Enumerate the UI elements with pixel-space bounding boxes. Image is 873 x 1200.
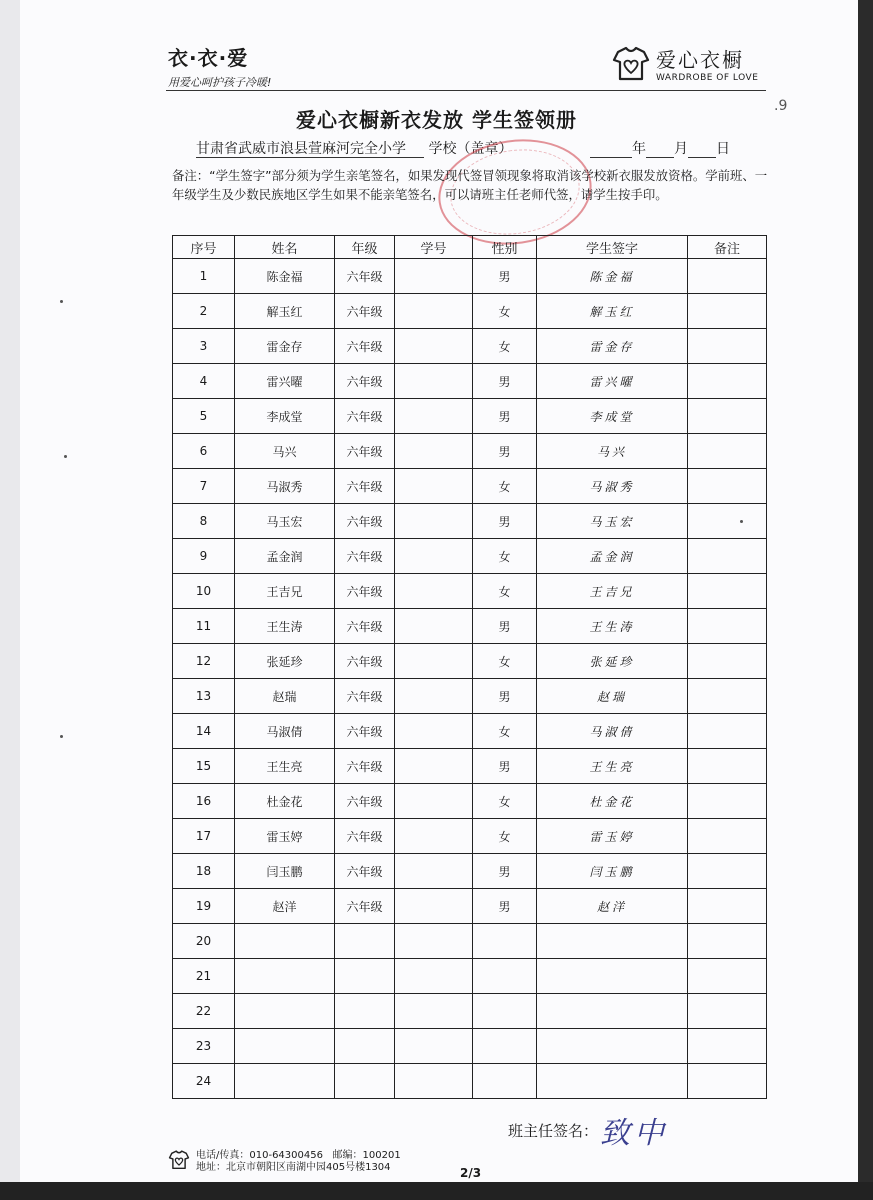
student-signature-cell (537, 1029, 688, 1064)
grade-cell: 六年级 (335, 294, 395, 329)
student-name-cell: 陈金福 (235, 259, 335, 294)
table-row (173, 434, 767, 469)
student-signature-cell: 雷金存 (537, 329, 688, 364)
student-signature-cell: 王吉兄 (537, 574, 688, 609)
gender-cell: 男 (473, 749, 537, 784)
page-title: 爱心衣橱新衣发放 学生签领册 (296, 108, 577, 132)
corner-mark: .9 (774, 98, 788, 114)
grade-cell (335, 994, 395, 1029)
header-grade: 年级 (335, 236, 395, 259)
row-number-cell: 6 (173, 434, 235, 469)
gender-cell: 男 (473, 259, 537, 294)
gender-cell: 男 (473, 399, 537, 434)
table-row (173, 924, 767, 959)
table-row (173, 644, 767, 679)
teacher-signature: 致中 (600, 1116, 668, 1151)
row-number-cell: 9 (173, 539, 235, 574)
student-name-cell: 解玉红 (235, 294, 335, 329)
brand-left (168, 42, 271, 90)
student-id-cell (395, 959, 473, 994)
footer (168, 1150, 401, 1174)
footer-phone: 电话/传真：010-64300456 (196, 1150, 323, 1161)
student-name-cell (235, 959, 335, 994)
student-name-cell (235, 994, 335, 1029)
grade-cell: 六年级 (335, 819, 395, 854)
table-row (173, 574, 767, 609)
grade-cell (335, 924, 395, 959)
student-id-cell (395, 994, 473, 1029)
gender-cell (473, 959, 537, 994)
row-number-cell: 17 (173, 819, 235, 854)
row-number-cell: 20 (173, 924, 235, 959)
gender-cell: 女 (473, 539, 537, 574)
row-number-cell: 7 (173, 469, 235, 504)
student-id-cell (395, 399, 473, 434)
remark-cell (688, 364, 767, 399)
student-name-cell: 马玉宏 (235, 504, 335, 539)
table-row (173, 959, 767, 994)
row-number-cell: 8 (173, 504, 235, 539)
table-row (173, 749, 767, 784)
student-id-cell (395, 329, 473, 364)
month-blank (646, 143, 674, 158)
student-id-cell (395, 644, 473, 679)
student-signature-cell: 马玉宏 (537, 504, 688, 539)
roster-table (172, 235, 767, 1099)
gender-cell: 男 (473, 889, 537, 924)
row-number-cell: 15 (173, 749, 235, 784)
student-id-cell (395, 924, 473, 959)
student-signature-cell (537, 1064, 688, 1099)
year-label: 年 (632, 141, 646, 157)
header-signature: 学生签字 (537, 236, 688, 259)
header-gender: 性别 (473, 236, 537, 259)
table-row (173, 784, 767, 819)
row-number-cell: 13 (173, 679, 235, 714)
remark-cell (688, 1064, 767, 1099)
remark-cell (688, 889, 767, 924)
table-row (173, 714, 767, 749)
student-signature-cell: 闫玉鹏 (537, 854, 688, 889)
row-number-cell: 1 (173, 259, 235, 294)
left-slogan: 用爱心呵护孩子冷暖! (168, 76, 272, 89)
page-number: 2/3 (460, 1166, 482, 1180)
gender-cell (473, 1064, 537, 1099)
student-signature-cell: 王生涛 (537, 609, 688, 644)
note-text: 备注：“学生签字”部分须为学生亲笔签名，如果发现代签冒领现象将取消该学校新衣服发放资格。学前班、一年级学生及少数民族地区学生如果不能亲笔签名，可以请班主任老师代签，请学生按手印。 (172, 168, 768, 202)
gender-cell: 男 (473, 679, 537, 714)
student-signature-cell: 马淑倩 (537, 714, 688, 749)
brand-right (612, 44, 758, 83)
day-label: 日 (716, 141, 730, 157)
student-id-cell (395, 609, 473, 644)
table-row (173, 259, 767, 294)
row-number-cell: 10 (173, 574, 235, 609)
scan-speck (740, 520, 743, 523)
student-id-cell (395, 889, 473, 924)
row-number-cell: 2 (173, 294, 235, 329)
right-brand-cn: 爱心衣橱 (656, 48, 744, 72)
gender-cell: 女 (473, 784, 537, 819)
table-row (173, 469, 767, 504)
student-name-cell: 马淑倩 (235, 714, 335, 749)
student-id-cell (395, 854, 473, 889)
student-id-cell (395, 1029, 473, 1064)
gender-cell: 女 (473, 329, 537, 364)
gender-cell: 女 (473, 294, 537, 329)
month-label: 月 (674, 141, 688, 157)
date-line (590, 138, 730, 158)
remark-cell (688, 854, 767, 889)
row-number-cell: 12 (173, 644, 235, 679)
student-id-cell (395, 364, 473, 399)
grade-cell: 六年级 (335, 539, 395, 574)
student-id-cell (395, 294, 473, 329)
remark-cell (688, 679, 767, 714)
header-remark: 备注 (688, 236, 767, 259)
student-id-cell (395, 784, 473, 819)
grade-cell: 六年级 (335, 714, 395, 749)
student-name-cell (235, 924, 335, 959)
gender-cell: 男 (473, 504, 537, 539)
scan-edge-bottom (0, 1182, 873, 1200)
remark-cell (688, 294, 767, 329)
scan-speck (60, 300, 63, 303)
table-row (173, 294, 767, 329)
student-id-cell (395, 1064, 473, 1099)
row-number-cell: 19 (173, 889, 235, 924)
row-number-cell: 18 (173, 854, 235, 889)
row-number-cell: 14 (173, 714, 235, 749)
student-signature-cell (537, 959, 688, 994)
remark-cell (688, 644, 767, 679)
footer-postcode: 邮编：100201 (332, 1150, 401, 1161)
row-number-cell: 4 (173, 364, 235, 399)
table-row (173, 819, 767, 854)
header-divider (166, 90, 766, 91)
grade-cell: 六年级 (335, 434, 395, 469)
table-row (173, 994, 767, 1029)
row-number-cell: 11 (173, 609, 235, 644)
row-number-cell: 21 (173, 959, 235, 994)
gender-cell: 男 (473, 364, 537, 399)
left-logo: 衣·衣·爱 (168, 46, 249, 70)
student-signature-cell: 马淑秀 (537, 469, 688, 504)
remark-cell (688, 539, 767, 574)
row-number-cell: 23 (173, 1029, 235, 1064)
remark-cell (688, 259, 767, 294)
year-blank (590, 143, 632, 158)
student-name-cell: 张延珍 (235, 644, 335, 679)
remark-cell (688, 504, 767, 539)
gender-cell: 男 (473, 609, 537, 644)
remark-cell (688, 469, 767, 504)
remark-cell (688, 714, 767, 749)
table-row (173, 609, 767, 644)
student-signature-cell: 张延珍 (537, 644, 688, 679)
table-row (173, 679, 767, 714)
gender-cell: 女 (473, 574, 537, 609)
remark-cell (688, 574, 767, 609)
student-signature-cell: 孟金润 (537, 539, 688, 574)
student-id-cell (395, 259, 473, 294)
student-name-cell: 赵瑞 (235, 679, 335, 714)
student-name-cell: 孟金润 (235, 539, 335, 574)
student-name-cell: 王生涛 (235, 609, 335, 644)
header-no: 序号 (173, 236, 235, 259)
student-signature-cell: 雷兴曜 (537, 364, 688, 399)
remark-cell (688, 819, 767, 854)
row-number-cell: 22 (173, 994, 235, 1029)
student-signature-cell: 马兴 (537, 434, 688, 469)
row-number-cell: 24 (173, 1064, 235, 1099)
gender-cell: 女 (473, 819, 537, 854)
grade-cell: 六年级 (335, 749, 395, 784)
header-name: 姓名 (235, 236, 335, 259)
student-name-cell: 雷金存 (235, 329, 335, 364)
table-row (173, 1029, 767, 1064)
table-row (173, 364, 767, 399)
student-signature-cell: 李成堂 (537, 399, 688, 434)
student-name-cell (235, 1064, 335, 1099)
table-row (173, 1064, 767, 1099)
table-row (173, 854, 767, 889)
student-name-cell: 雷玉婷 (235, 819, 335, 854)
remark-cell (688, 784, 767, 819)
grade-cell: 六年级 (335, 259, 395, 294)
header-student-id: 学号 (395, 236, 473, 259)
grade-cell: 六年级 (335, 469, 395, 504)
grade-cell: 六年级 (335, 329, 395, 364)
student-id-cell (395, 469, 473, 504)
day-blank (688, 143, 716, 158)
grade-cell: 六年级 (335, 679, 395, 714)
student-signature-cell: 王生亮 (537, 749, 688, 784)
remark-cell (688, 749, 767, 784)
scan-speck (64, 455, 67, 458)
teacher-signature-label: 班主任签名： (508, 1122, 599, 1140)
gender-cell: 女 (473, 469, 537, 504)
student-name-cell: 赵洋 (235, 889, 335, 924)
student-signature-cell: 陈金福 (537, 259, 688, 294)
student-id-cell (395, 504, 473, 539)
grade-cell: 六年级 (335, 399, 395, 434)
student-id-cell (395, 679, 473, 714)
table-header-row (173, 236, 767, 259)
grade-cell: 六年级 (335, 889, 395, 924)
row-number-cell: 5 (173, 399, 235, 434)
school-label: 学校（盖章） (428, 141, 513, 157)
grade-cell: 六年级 (335, 364, 395, 399)
student-signature-cell: 雷玉婷 (537, 819, 688, 854)
table-row (173, 399, 767, 434)
gender-cell: 男 (473, 854, 537, 889)
grade-cell (335, 1029, 395, 1064)
student-name-cell: 马兴 (235, 434, 335, 469)
grade-cell: 六年级 (335, 784, 395, 819)
school-name: 甘肃省武威市浪县萱麻河完全小学 (196, 141, 424, 158)
row-number-cell: 3 (173, 329, 235, 364)
remark-cell (688, 1029, 767, 1064)
student-name-cell: 雷兴曜 (235, 364, 335, 399)
grade-cell: 六年级 (335, 609, 395, 644)
grade-cell: 六年级 (335, 504, 395, 539)
student-signature-cell: 解玉红 (537, 294, 688, 329)
student-name-cell: 闫玉鹏 (235, 854, 335, 889)
remark-cell (688, 959, 767, 994)
gender-cell (473, 924, 537, 959)
gender-cell: 女 (473, 714, 537, 749)
grade-cell (335, 959, 395, 994)
gender-cell (473, 1029, 537, 1064)
table-row (173, 889, 767, 924)
student-signature-cell: 杜金花 (537, 784, 688, 819)
grade-cell (335, 1064, 395, 1099)
scan-edge-right (858, 0, 873, 1200)
student-id-cell (395, 714, 473, 749)
grade-cell: 六年级 (335, 574, 395, 609)
student-name-cell: 马淑秀 (235, 469, 335, 504)
remark-cell (688, 924, 767, 959)
remark-cell (688, 434, 767, 469)
remark-cell (688, 609, 767, 644)
remark-cell (688, 994, 767, 1029)
student-signature-cell: 赵洋 (537, 889, 688, 924)
student-name-cell: 杜金花 (235, 784, 335, 819)
gender-cell: 男 (473, 434, 537, 469)
student-id-cell (395, 819, 473, 854)
student-signature-cell: 赵瑞 (537, 679, 688, 714)
table-row (173, 504, 767, 539)
student-signature-cell (537, 994, 688, 1029)
gender-cell: 女 (473, 644, 537, 679)
table-row (173, 539, 767, 574)
heart-shirt-icon (612, 46, 650, 82)
remark-cell (688, 329, 767, 364)
grade-cell: 六年级 (335, 644, 395, 679)
student-name-cell: 李成堂 (235, 399, 335, 434)
student-id-cell (395, 434, 473, 469)
table-row (173, 329, 767, 364)
student-name-cell (235, 1029, 335, 1064)
remark-cell (688, 399, 767, 434)
row-number-cell: 16 (173, 784, 235, 819)
right-brand-en: WARDROBE OF LOVE (656, 73, 759, 83)
heart-shirt-icon (168, 1150, 190, 1170)
student-id-cell (395, 749, 473, 784)
gender-cell (473, 994, 537, 1029)
student-name-cell: 王吉兄 (235, 574, 335, 609)
student-signature-cell (537, 924, 688, 959)
footer-address: 地址：北京市朝阳区南湖中园405号楼1304 (196, 1162, 391, 1173)
scan-speck (60, 735, 63, 738)
grade-cell: 六年级 (335, 854, 395, 889)
student-name-cell: 王生亮 (235, 749, 335, 784)
student-id-cell (395, 539, 473, 574)
student-id-cell (395, 574, 473, 609)
